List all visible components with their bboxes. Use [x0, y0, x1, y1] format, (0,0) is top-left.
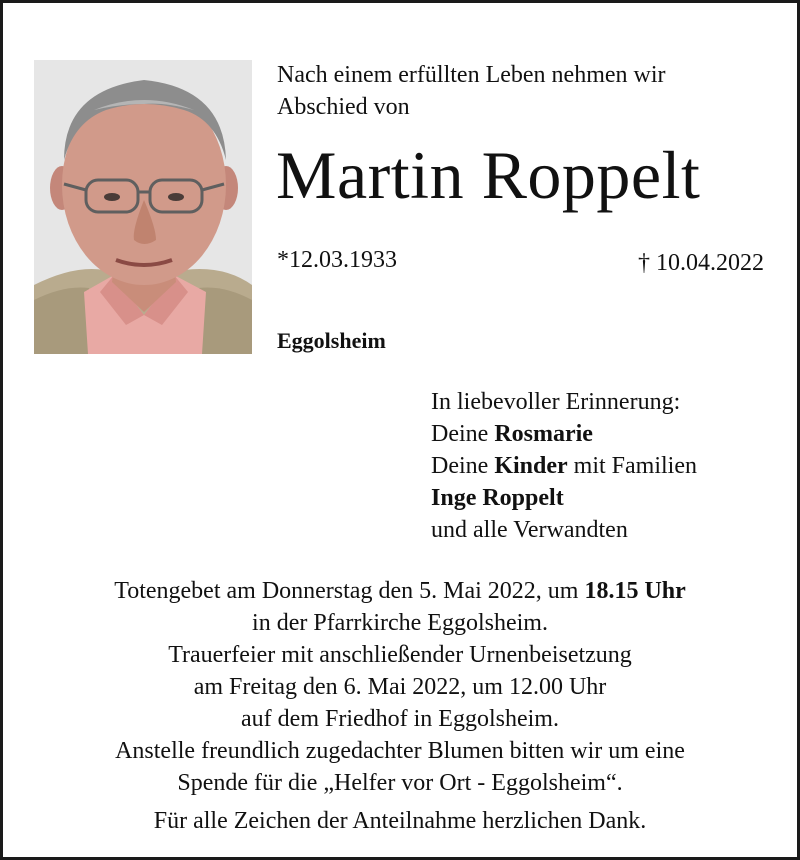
details-line: Anstelle freundlich zugedachter Blumen bitten wir um eine	[115, 738, 685, 764]
mourner-name: Kinder	[494, 453, 568, 479]
details-line: Spende für die „Helfer vor Ort - Eggolsheim“.	[177, 770, 623, 796]
mourner-prefix: Deine	[431, 421, 495, 447]
family-signature	[431, 386, 697, 546]
mourner-line	[431, 418, 697, 450]
intro-text	[277, 59, 777, 123]
residence-place: Eggolsheim	[277, 328, 386, 353]
mourner-line	[431, 482, 697, 514]
mourner-prefix: Deine	[431, 453, 495, 479]
details-line: in der Pfarrkirche Eggolsheim.	[252, 610, 548, 636]
birth-date: *12.03.1933	[277, 247, 397, 273]
details-line: auf dem Friedhof in Eggolsheim.	[241, 706, 559, 732]
details-line	[3, 575, 797, 607]
details-line: am Freitag den 6. Mai 2022, um 12.00 Uhr	[193, 674, 607, 700]
remembrance-line: In liebevoller Erinnerung:	[431, 389, 681, 415]
mourner-suffix: mit Familien	[567, 453, 697, 479]
mourner-name: Rosmarie	[494, 421, 593, 447]
mourner-line	[431, 450, 697, 482]
service-details	[3, 575, 797, 799]
mourner-name: Inge Roppelt	[431, 485, 564, 511]
death-date: † 10.04.2022	[638, 250, 764, 276]
intro-line: Nach einem erfüllten Leben nehmen wir	[277, 62, 666, 88]
thanks-line: Für alle Zeichen der Anteilnahme herzlichen Dank.	[153, 808, 647, 834]
mourner-line: und alle Verwandten	[431, 517, 628, 543]
details-text: Totengebet am Donnerstag den 5. Mai 2022, um	[114, 578, 585, 604]
portrait-photo	[34, 60, 252, 354]
deceased-name: Martin Roppelt	[276, 137, 701, 213]
intro-line: Abschied von	[277, 94, 410, 120]
details-line: Trauerfeier mit anschließender Urnenbeisetzung	[168, 642, 632, 668]
details-time: 18.15 Uhr	[584, 578, 686, 604]
